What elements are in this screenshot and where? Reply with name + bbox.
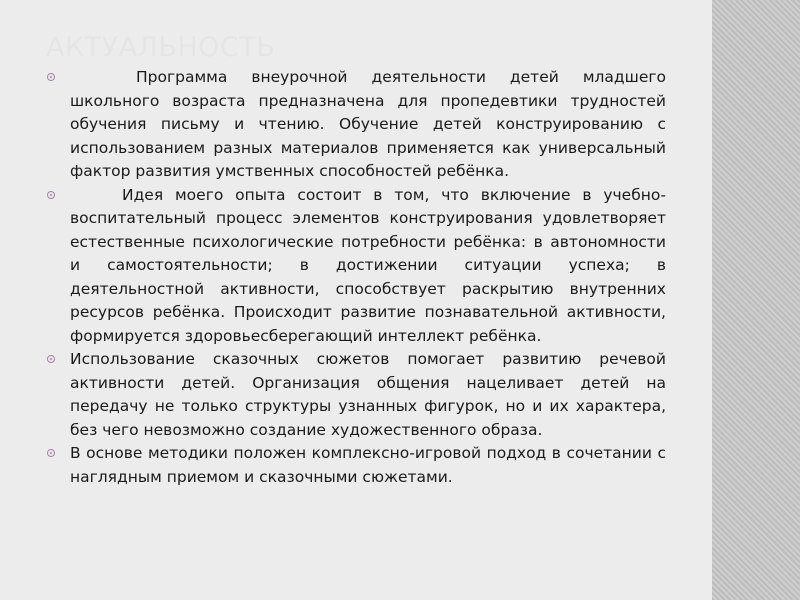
circle-dot-bullet-icon <box>47 73 55 81</box>
paragraph-text: В основе методики положен комплексно-игровой подход в сочетании с наглядным приемом и сказочными сюжетами. <box>70 444 666 486</box>
paragraph-text: Идея моего опыта состоит в том, что включение в учебно-воспитательный процесс элементов конструирования удовлетворяет естественные психологические потребности ребёнка: в автономности и самостоятельности; в достижении ситуации успеха; в деятельностной активности, способствует раскрытию внутренних ресурсов ребёнка. Происходит развитие познавательной активности, формируется здоровьесберегающий интеллект ребёнка. <box>70 185 666 345</box>
slide-title: АКТУАЛЬНОСТЬ <box>46 32 276 63</box>
bullet-paragraph <box>46 442 666 489</box>
circle-dot-bullet-icon <box>47 355 55 363</box>
circle-dot-bullet-icon <box>47 449 55 457</box>
circle-dot-bullet-icon <box>47 191 55 199</box>
paragraph-text: Использование сказочных сюжетов помогает развитию речевой активности детей. Организация общения нацеливает детей на передачу не только структуры узнанных фигурок, но и их характера, без чего невозможно создание художественного образа. <box>70 350 666 439</box>
bullet-list <box>46 66 666 489</box>
bullet-paragraph <box>46 348 666 442</box>
bullet-paragraph <box>46 184 666 349</box>
decorative-stripe <box>712 0 800 600</box>
bullet-paragraph <box>46 66 666 184</box>
paragraph-text: Программа внеурочной деятельности детей младшего школьного возраста предназначена для пропедевтики трудностей обучения письму и чтению. Обучение детей конструированию с использованием разных материалов применяется как универсальный фактор развития умственных способностей ребёнка. <box>70 68 666 180</box>
